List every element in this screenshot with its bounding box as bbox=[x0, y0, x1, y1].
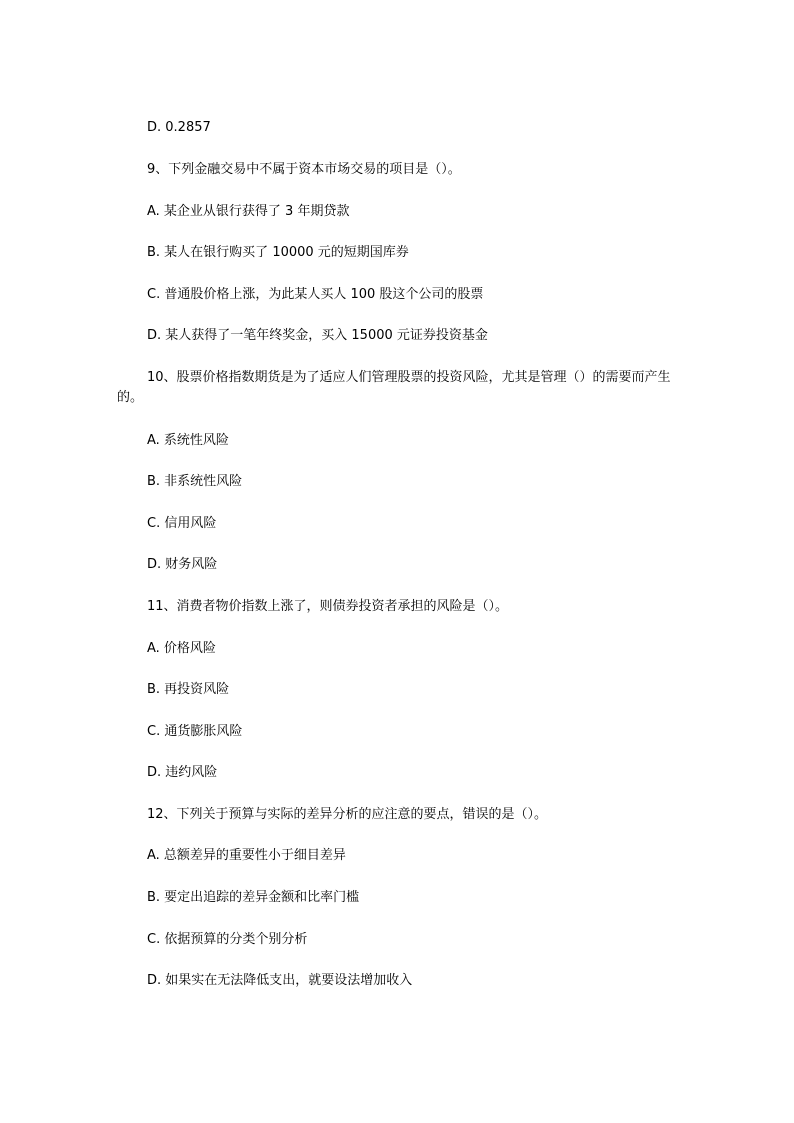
option-12c: C. 依据预算的分类个别分析 bbox=[147, 932, 308, 947]
option-9b: B. 某人在银行购买了 10000 元的短期国库券 bbox=[147, 245, 409, 260]
option-11b: B. 再投资风险 bbox=[147, 682, 230, 697]
option-11c: C. 通货膨胀风险 bbox=[147, 724, 243, 739]
question-9: 9、下列金融交易中不属于资本市场交易的项目是（）。 bbox=[147, 162, 461, 177]
option-12d: D. 如果实在无法降低支出，就要设法增加收入 bbox=[147, 973, 413, 988]
option-10c: C. 信用风险 bbox=[147, 516, 217, 531]
option-11a: A. 价格风险 bbox=[147, 641, 216, 656]
question-12: 12、下列关于预算与实际的差异分析的应注意的要点，错误的是（）。 bbox=[147, 807, 548, 822]
option-11d: D. 违约风险 bbox=[147, 765, 218, 780]
option-12b: B. 要定出追踪的差异金额和比率门槛 bbox=[147, 890, 360, 905]
option-8d: D. 0.2857 bbox=[147, 120, 211, 135]
option-9a: A. 某企业从银行获得了 3 年期贷款 bbox=[147, 204, 350, 219]
question-10: 10、股票价格指数期货是为了适应人们管理股票的投资风险，尤其是管理（）的需要而产生的。 bbox=[117, 370, 671, 405]
option-12a: A. 总额差异的重要性小于细目差异 bbox=[147, 848, 346, 863]
option-9c: C. 普通股价格上涨，为此某人买人 100 股这个公司的股票 bbox=[147, 287, 484, 302]
option-10a: A. 系统性风险 bbox=[147, 433, 229, 448]
option-9d: D. 某人获得了一笔年终奖金，买入 15000 元证券投资基金 bbox=[147, 328, 488, 343]
question-11: 11、消费者物价指数上涨了，则债券投资者承担的风险是（）。 bbox=[147, 599, 509, 614]
option-10b: B. 非系统性风险 bbox=[147, 474, 243, 489]
option-10d: D. 财务风险 bbox=[147, 557, 218, 572]
